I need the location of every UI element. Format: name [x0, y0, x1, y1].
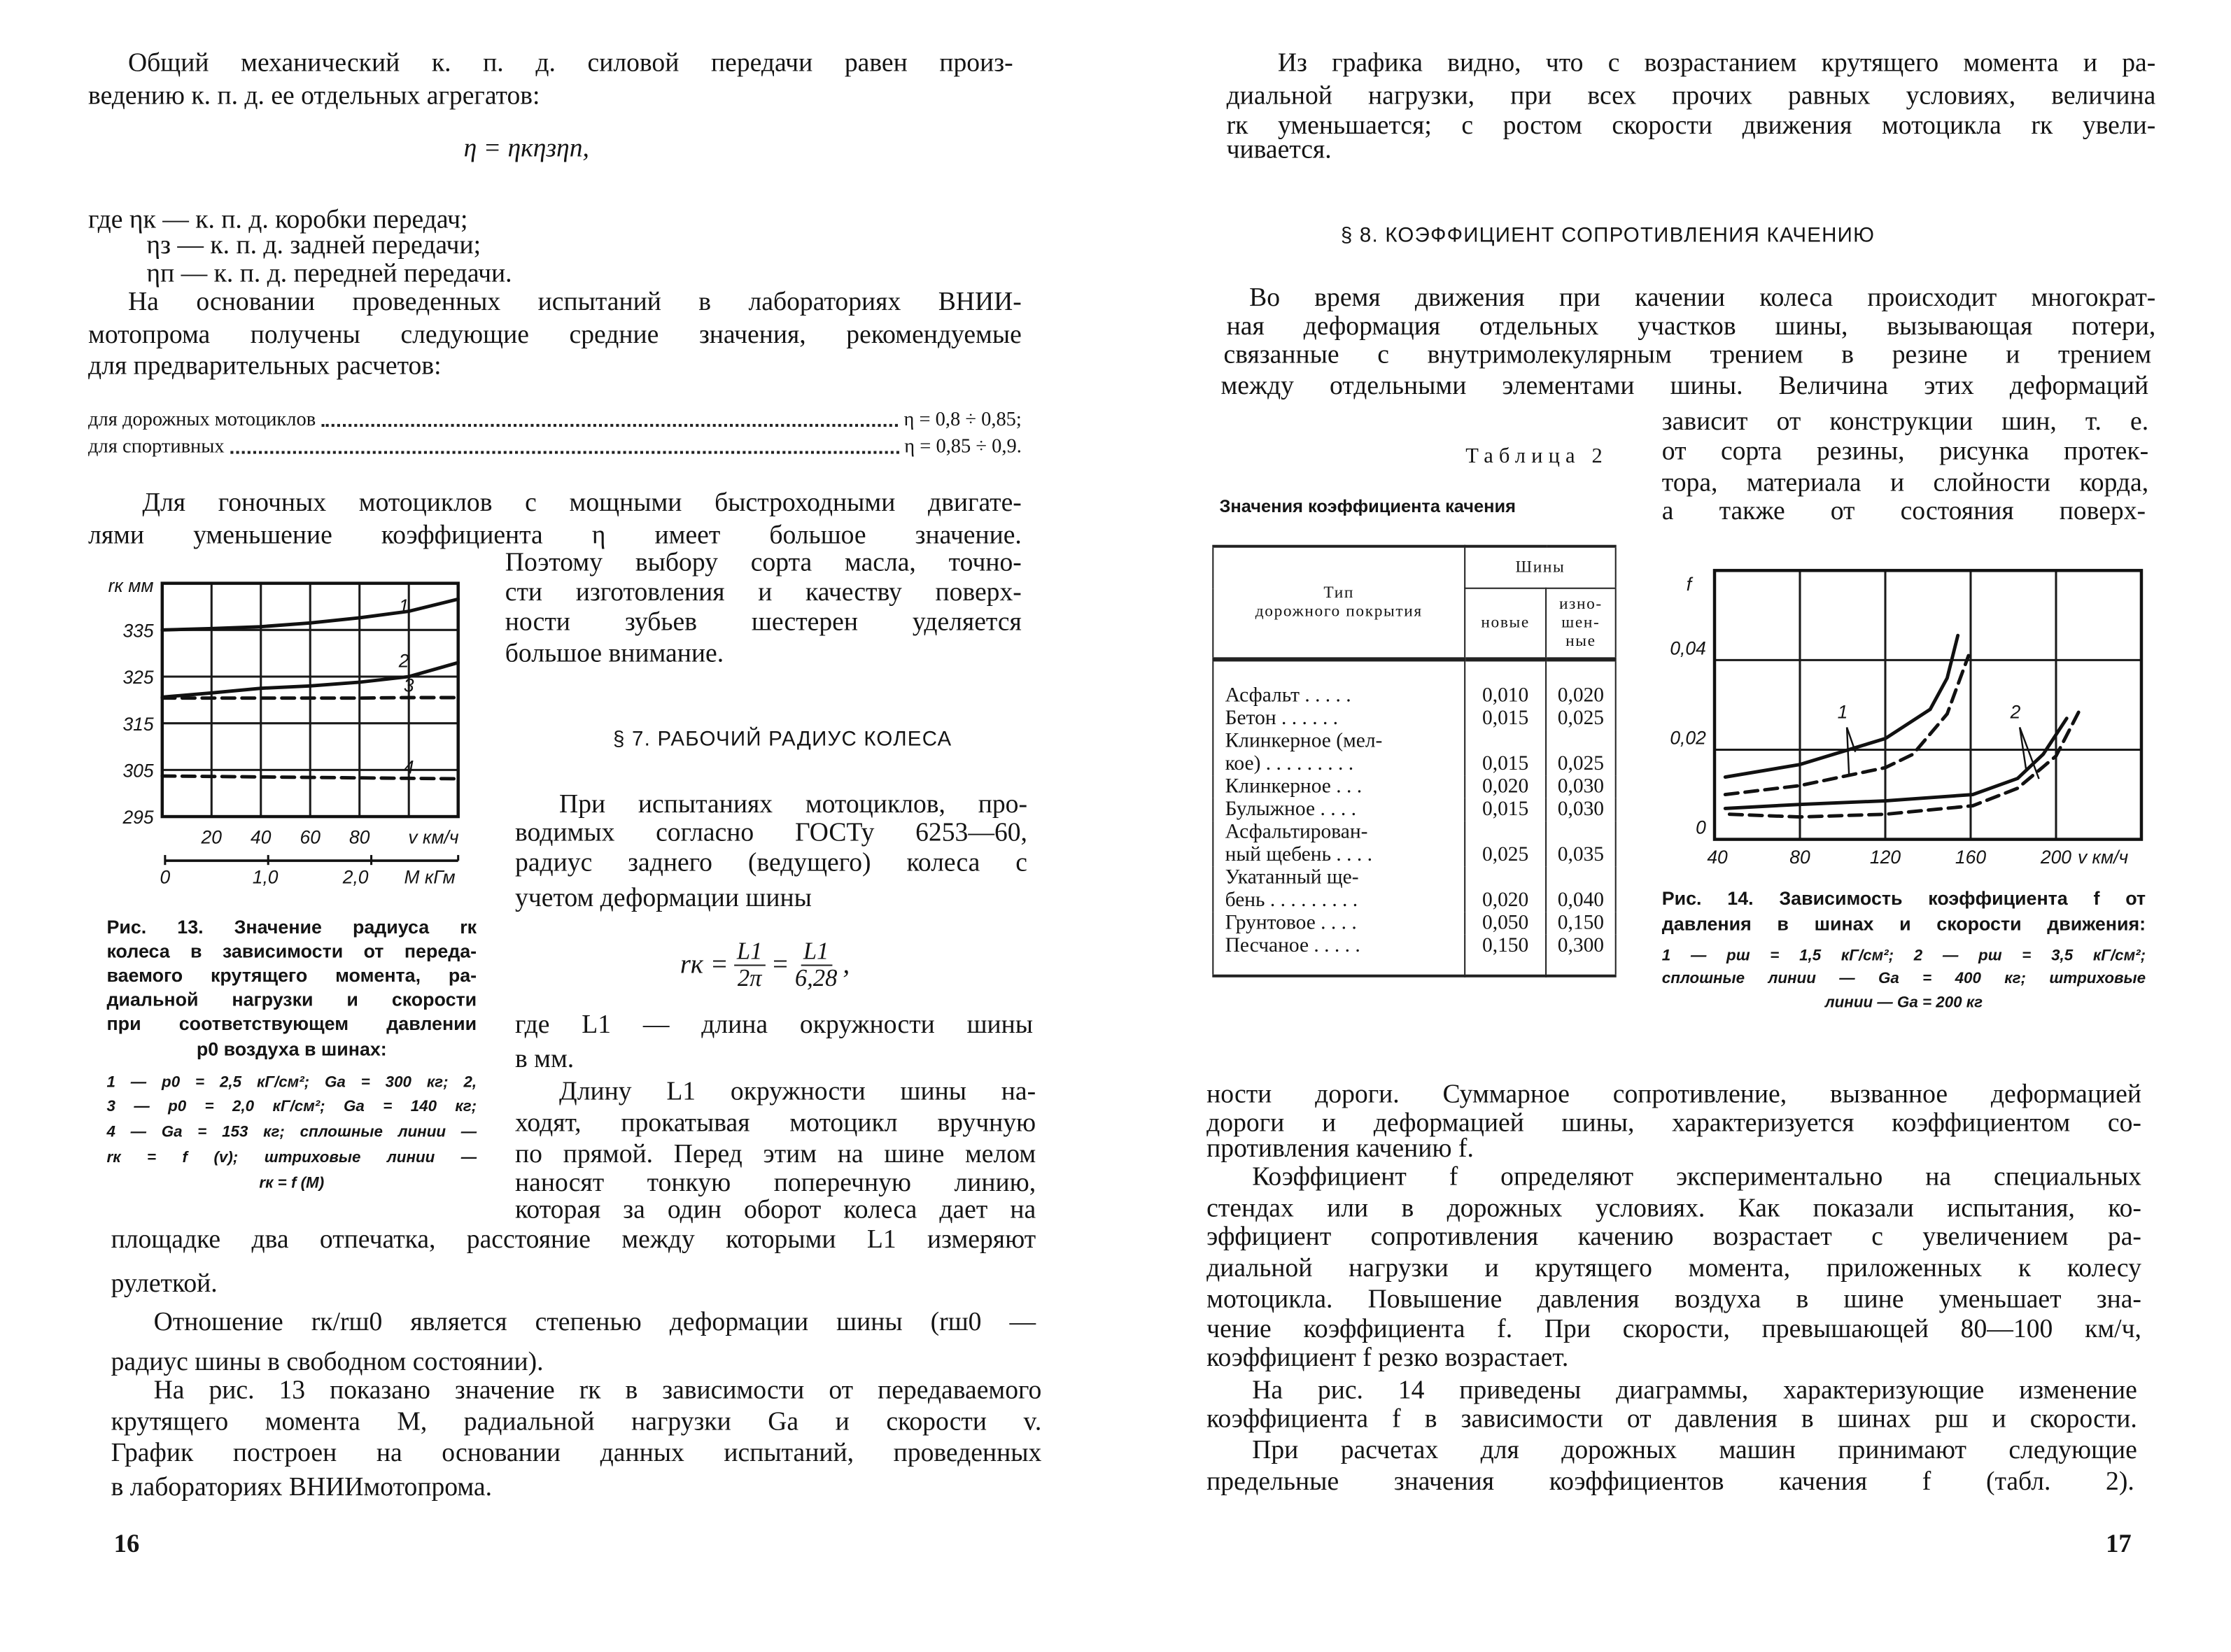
series-label: 4 — [403, 756, 414, 778]
text-line: сти изготовления и качеству поверх- — [505, 579, 1022, 608]
y-tick-label: 315 — [122, 713, 154, 735]
fraction — [795, 939, 837, 991]
text-line: ηз — к. п. д. задней передачи; — [146, 232, 481, 261]
text-line: дороги и деформацией шины, характеризуется коэффициентом со- — [1206, 1109, 2141, 1138]
text-line: в мм. — [515, 1045, 575, 1075]
figure-caption-line: rк = f (M) — [259, 1175, 325, 1192]
text-line: При испытаниях мотоциклов, про- — [559, 791, 1027, 820]
figure-caption-line: ваемого крутящего момента, ра- — [106, 964, 477, 987]
x-tick-label: 40 — [1707, 847, 1728, 868]
label-leader-line — [2020, 727, 2039, 779]
text-line: между отдельными элементами шины. Величина этих деформаций — [1220, 372, 2149, 402]
cell-surface: Песчаное . . . . . — [1225, 934, 1360, 958]
y-axis-label: f — [1686, 573, 1692, 595]
text-line: лями уменьшение коэффициента η имеет большое значение. — [88, 522, 1022, 551]
table-row — [1213, 659, 1615, 707]
y-tick-label: 0,04 — [1670, 637, 1706, 659]
radius-formula — [680, 939, 850, 991]
efficiency-row — [88, 435, 1022, 461]
header-worn: изно- шен- ные — [1546, 588, 1616, 660]
secondary-x-tick-label: 1,0 — [252, 866, 279, 888]
text-line: наносят тонкую поперечную линию, — [515, 1169, 1036, 1198]
cell-new: 0,150 — [1465, 935, 1546, 976]
secondary-x-tick-label: 2,0 — [342, 866, 369, 888]
rolling-coefficient-table — [1212, 545, 1616, 977]
numerator: L1 — [734, 939, 766, 966]
efficiency-value: η = 0,8 ÷ 0,85; — [903, 409, 1022, 432]
text-line: Общий механический к. п. д. силовой передачи равен произ- — [127, 50, 1013, 78]
cell-worn: 0,040 — [1546, 866, 1616, 912]
text-line: Поэтому выбору сорта масла, точно- — [505, 549, 1022, 578]
y-tick-label: 325 — [122, 667, 154, 689]
efficiency-formula: η = ηкηзηп, — [463, 135, 589, 164]
efficiency-label: для спортивных — [88, 437, 225, 458]
cell-surface: Асфальтирован- ный щебень . . . . — [1225, 821, 1372, 867]
efficiency-label: для дорожных мотоциклов — [88, 409, 316, 432]
figure-caption-line: диальной нагрузки и скорости — [106, 989, 477, 1010]
text-line: радиус шины в свободном состоянии). — [111, 1348, 544, 1378]
dot-leader — [230, 451, 899, 454]
series-label: 1 — [1837, 701, 1848, 723]
x-tick-label: 80 — [1789, 847, 1810, 868]
text-line: а также от состояния поверх- — [1661, 497, 2146, 527]
cell-new: 0,015 — [1465, 707, 1546, 730]
text-line: Длину L1 окружности шины на- — [559, 1078, 1036, 1107]
cell-worn: 0,030 — [1546, 798, 1616, 821]
table-row — [1213, 798, 1615, 821]
table-title: Значения коэффициента качения — [1219, 496, 1516, 517]
cell-new: 0,015 — [1465, 730, 1546, 775]
cell-surface: Укатанный ще- бень . . . . . . . . . — [1225, 866, 1359, 912]
cell-surface: Асфальт . . . . . — [1225, 684, 1351, 707]
dot-leader — [321, 424, 898, 427]
cell-surface: Клинкерное . . . — [1225, 775, 1363, 798]
cell-new: 0,020 — [1465, 866, 1546, 912]
text-line: стендах или в дорожных условиях. Как показали испытания, ко- — [1206, 1194, 2141, 1224]
figure-caption-line: rк = f (v); штриховые линии — — [106, 1149, 477, 1167]
text-line: которая за один оборот колеса дает на — [515, 1196, 1036, 1225]
cell-new: 0,050 — [1465, 912, 1546, 935]
text-line: предельные значения коэффициентов качения f (табл. 2). — [1206, 1468, 2134, 1497]
figure-13-chart — [99, 569, 484, 896]
text-line: Коэффициент f определяют экспериментально на специальных — [1252, 1164, 2141, 1192]
figure-caption-line: давления в шинах и скорости движения: — [1661, 913, 2146, 935]
text-line: радиус заднего (ведущего) колеса с — [515, 849, 1027, 878]
table-row — [1213, 912, 1615, 935]
cell-surface: Бетон . . . . . . — [1225, 707, 1339, 730]
text-line: ная деформация отдельных участков шины, вызывающая потери, — [1226, 313, 2156, 341]
text-line: ведению к. п. д. ее отдельных агрегатов: — [88, 82, 540, 111]
text-line: водимых согласно ГОСТу 6253—60, — [515, 819, 1027, 848]
efficiency-row — [88, 409, 1022, 435]
text-line: противления качению f. — [1206, 1135, 1474, 1164]
secondary-x-tick-label: 0 — [160, 866, 171, 888]
text-line: эффициент сопротивления качению возрастает с увеличением ра- — [1206, 1223, 2141, 1252]
text-line: тора, материала и слойности корда, — [1661, 469, 2149, 498]
section-heading-8: § 8. КОЭФФИЦИЕНТ СОПРОТИВЛЕНИЯ КАЧЕНИЮ — [1340, 225, 1875, 248]
text-line: На рис. 14 приведены диаграммы, характеризующие изменение — [1252, 1377, 2137, 1406]
text-line: от сорта резины, рисунка протек- — [1661, 438, 2149, 467]
figure-caption-line: Рис. 14. Зависимость коэффициента f от — [1661, 887, 2146, 910]
cell-worn: 0,150 — [1546, 912, 1616, 935]
text-line: по прямой. Перед этим на шине мелом — [515, 1141, 1036, 1170]
text-line: в лабораториях ВНИИмотопрома. — [111, 1474, 493, 1503]
text-line: ходят, прокатывая мотоцикл вручную — [515, 1109, 1036, 1138]
y-tick-label: 305 — [122, 760, 154, 782]
y-axis-label: rк мм — [108, 574, 154, 596]
figure-caption-line: при соответствующем давлении — [106, 1012, 477, 1035]
text-line: связанные с внутримолекулярным трением в резине и трением — [1223, 341, 2152, 370]
denominator: 6,28 — [794, 964, 838, 992]
table-row — [1213, 935, 1615, 976]
numerator: L1 — [801, 939, 832, 966]
text-line: ности зубьев шестерен уделяется — [505, 609, 1022, 637]
page-number-right: 17 — [2106, 1529, 2132, 1558]
text-line: мотоцикла. Повышение давления воздуха в шине уменьшает зна- — [1206, 1286, 2141, 1315]
cell-new: 0,015 — [1465, 798, 1546, 821]
page-number-left: 16 — [113, 1529, 140, 1558]
series-label: 3 — [403, 675, 414, 696]
header-new: новые — [1465, 588, 1546, 660]
x-tick-label: 40 — [251, 826, 272, 848]
text-line: площадке два отпечатка, расстояние между которыми L1 измеряют — [111, 1226, 1036, 1255]
formula-lhs: rк = — [680, 949, 729, 980]
equals-sign: = — [770, 949, 789, 980]
y-tick-label: 295 — [122, 807, 154, 828]
denominator: 2π — [737, 964, 762, 992]
x-axis-label: v км/ч — [2077, 847, 2129, 868]
cell-worn: 0,025 — [1546, 707, 1616, 730]
x-tick-label: 60 — [300, 826, 321, 848]
cell-worn: 0,025 — [1546, 730, 1616, 775]
x-tick-label: 120 — [1869, 847, 1901, 868]
figure-caption-line: 4 — Gа = 153 кг; сплошные линии — — [106, 1124, 477, 1141]
figure-14-chart — [1658, 562, 2156, 868]
cell-surface: Грунтовое . . . . — [1225, 912, 1357, 935]
text-line: чение коэффициента f. При скорости, превышающей 80—100 км/ч, — [1206, 1315, 2141, 1345]
text-line: коэффициента f в зависимости от давления в шинах pш и скорости. — [1206, 1405, 2137, 1434]
figure-caption-line: колеса в зависимости от переда- — [106, 940, 477, 962]
cell-worn: 0,300 — [1546, 935, 1616, 976]
cell-surface: Булыжное . . . . — [1225, 798, 1357, 821]
figure-caption-line: сплошные линии — Gа = 400 кг; штриховые — [1661, 970, 2146, 988]
x-tick-label: 80 — [349, 826, 370, 848]
text-line: На основании проведенных испытаний в лабораториях ВНИИ- — [127, 288, 1022, 318]
figure-caption-line: 1 — p0 = 2,5 кГ/см²; Gа = 300 кг; 2, — [106, 1074, 477, 1092]
text-line: ηп — к. п. д. передней передачи. — [146, 260, 512, 289]
series-label: 2 — [2010, 701, 2021, 723]
efficiency-value: η = 0,85 ÷ 0,9. — [904, 437, 1022, 458]
text-line: диальной нагрузки и крутящего момента, приложенных к колесу — [1206, 1255, 2141, 1283]
cell-worn: 0,035 — [1546, 821, 1616, 866]
formula-tail: , — [843, 949, 850, 980]
figure-caption-line: 1 — pш = 1,5 кГ/см²; 2 — pш = 3,5 кГ/см²; — [1661, 947, 2146, 965]
cell-new: 0,010 — [1465, 659, 1546, 707]
table-label: Таблица 2 — [1465, 445, 1608, 468]
x-axis-label: v км/ч — [408, 826, 459, 848]
text-line: Во время движения при качении колеса происходит многократ- — [1249, 284, 2156, 313]
figure-caption-line: линии — Gа = 200 кг — [1824, 994, 1983, 1012]
y-tick-label: 0,02 — [1670, 727, 1706, 749]
table-row — [1213, 821, 1615, 866]
table-row — [1213, 866, 1615, 912]
text-line: мотопрома получены следующие средние значения, рекомендуемые — [88, 321, 1022, 351]
text-line: для предварительных расчетов: — [88, 353, 442, 381]
y-tick-label: 335 — [122, 620, 154, 642]
table-row — [1213, 707, 1615, 730]
x-tick-label: 200 — [2040, 847, 2072, 868]
figure-caption-line: 3 — p0 = 2,0 кГ/см²; Gа = 140 кг; — [106, 1098, 477, 1116]
text-line: крутящего момента M, радиальной нагрузки Gа и скорости v. — [111, 1408, 1042, 1437]
text-line: Отношение rк/rш0 является степенью деформации шины (rш0 — — [153, 1308, 1036, 1338]
text-line: На рис. 13 показано значение rк в зависимости от передаваемого — [153, 1377, 1042, 1406]
text-line: коэффициент f резко возрастает. — [1206, 1344, 1569, 1374]
text-line: При расчетах для дорожных машин принимают следующие — [1252, 1436, 2137, 1466]
text-line: диальной нагрузки, при всех прочих равных условиях, величина — [1226, 82, 2156, 111]
section-heading-7: § 7. РАБОЧИЙ РАДИУС КОЛЕСА — [613, 728, 952, 751]
secondary-x-axis-label: M кГм — [404, 866, 456, 888]
cell-new: 0,025 — [1465, 821, 1546, 866]
table-row — [1213, 730, 1615, 775]
cell-surface: Клинкерное (мел- кое) . . . . . . . . . — [1225, 730, 1383, 776]
text-line: Из графика видно, что с возрастанием крутящего момента и ра- — [1277, 50, 2156, 78]
text-line: учетом деформации шины — [515, 884, 812, 914]
x-tick-label: 20 — [201, 826, 222, 848]
x-tick-label: 160 — [1955, 847, 1987, 868]
table-row — [1213, 775, 1615, 798]
table-body — [1213, 659, 1615, 975]
text-line: где L1 — длина окружности шины — [515, 1011, 1034, 1040]
header-road-type: Тип дорожного покрытия — [1213, 546, 1465, 660]
text-line: где ηк — к. п. д. коробки передач; — [88, 206, 468, 235]
cell-worn: 0,030 — [1546, 775, 1616, 798]
series-line-1-dashed — [1725, 656, 1969, 795]
y-tick-label: 0 — [1696, 817, 1706, 838]
figure-caption-line: Рис. 13. Значение радиуса rк — [106, 916, 477, 938]
fraction — [734, 939, 766, 991]
text-line: зависит от конструкции шин, т. е. — [1661, 408, 2149, 437]
series-label: 2 — [398, 650, 409, 672]
text-line: График построен на основании данных испытаний, проведенных — [111, 1439, 1042, 1469]
cell-new: 0,020 — [1465, 775, 1546, 798]
text-line: большое внимание. — [505, 640, 724, 669]
figure-caption-line: p0 воздуха в шинах: — [196, 1038, 387, 1060]
series-label: 1 — [398, 595, 409, 616]
text-line: ности дороги. Суммарное сопротивление, вызванное деформацией — [1206, 1081, 2141, 1110]
text-line: rк уменьшается; с ростом скорости движения мотоцикла rк увели- — [1226, 112, 2156, 141]
text-line: чивается. — [1226, 136, 1332, 165]
text-line: рулеткой. — [111, 1270, 218, 1299]
cell-worn: 0,020 — [1546, 659, 1616, 707]
text-line: Для гоночных мотоциклов с мощными быстроходными двигате- — [142, 489, 1022, 518]
header-tires: Шины — [1465, 546, 1616, 588]
